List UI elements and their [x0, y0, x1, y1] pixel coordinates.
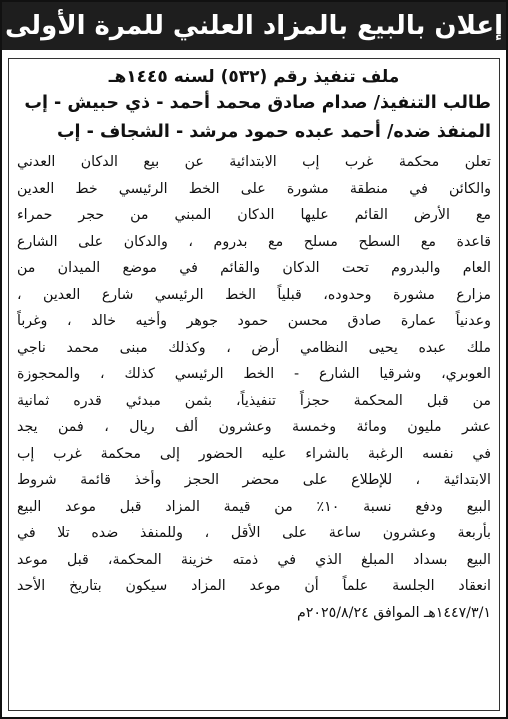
body-line: العام والبدروم تحت الدكان والقائم في موضع الميدان من [17, 260, 491, 276]
body-line: البيع ودفع نسبة ١٠٪ من قيمة المزاد قبل موعد البيع [17, 498, 491, 515]
body-line: قاعدة مع السطح مسلح مع بدروم ، والدكان على الشارع [17, 233, 491, 250]
auction-date-line: ١٤٤٧/٣/١هـ الموافق ٢٠٢٥/٨/٢٤م [296, 604, 491, 621]
body-line: تعلن محكمة غرب إب الابتدائية عن بيع الدكان العدني [17, 154, 491, 170]
body-line: وعدنياً عمارة صادق محسن حمود جوهر وأخيه خالد ، وغرباً [17, 313, 491, 329]
body-line: بأربعة وعشرون ساعة على الأقل ، وللمنفذ ضده تلا في [17, 525, 491, 541]
body-line: والكائن في منطقة مشورة على الخط الرئيسي خط العدين [17, 180, 491, 197]
execution-requester-line: طالب التنفيذ/ صدام صادق محمد أحمد - ذي حبيش - إب [24, 93, 491, 113]
body-line: من قبل المحكمة حجزاً تنفيذياً، بثمن مبدئي قدره ثمانية [17, 392, 491, 409]
execution-respondent-line: المنفذ ضده/ أحمد عبده حمود مرشد - الشجاف - إب [56, 122, 491, 142]
body-line: مزارع مشورة وحدوده، قبلياً الخط الرئيسي شارع العدين ، [17, 286, 491, 303]
body-line: العوبري، وشرقيا الشارع - الخط الرئيسي كذلك ، والمحجوزة [17, 366, 491, 382]
notice-body-text [17, 149, 491, 626]
body-line: الابتدائية ، للإطلاع على محضر الحجز وأخذ قائمة شروط [17, 472, 491, 488]
body-line: انعقاد الجلسة علماً أن موعد المزاد سيكون بتاريخ الأحد [17, 578, 491, 594]
notice-body-frame [8, 58, 500, 711]
notice-title: إعلان بالبيع بالمزاد العلني للمرة الأولى [2, 2, 506, 50]
body-line: ملك عبده يحيى النظامي أرض ، وكذلك مبنى محمد ناجي [17, 339, 491, 356]
body-line: في نفسه الرغبة بالشراء عليه الحضور إلى محكمة غرب إب [17, 445, 491, 462]
body-line: عشر مليون ومائة وخمسة وعشرون ألف ريال ، فمن يجد [17, 419, 491, 435]
file-number-line: ملف تنفيذ رقم (٥٣٢) لسنه ١٤٤٥هـ [108, 67, 400, 87]
body-line: البيع بسداد المبلغ الذي في ذمته خزينة المحكمة، قبل موعد [17, 551, 491, 568]
body-line: مع الأرض القائم عليها الدكان المبني من حجر حمراء [17, 207, 491, 223]
